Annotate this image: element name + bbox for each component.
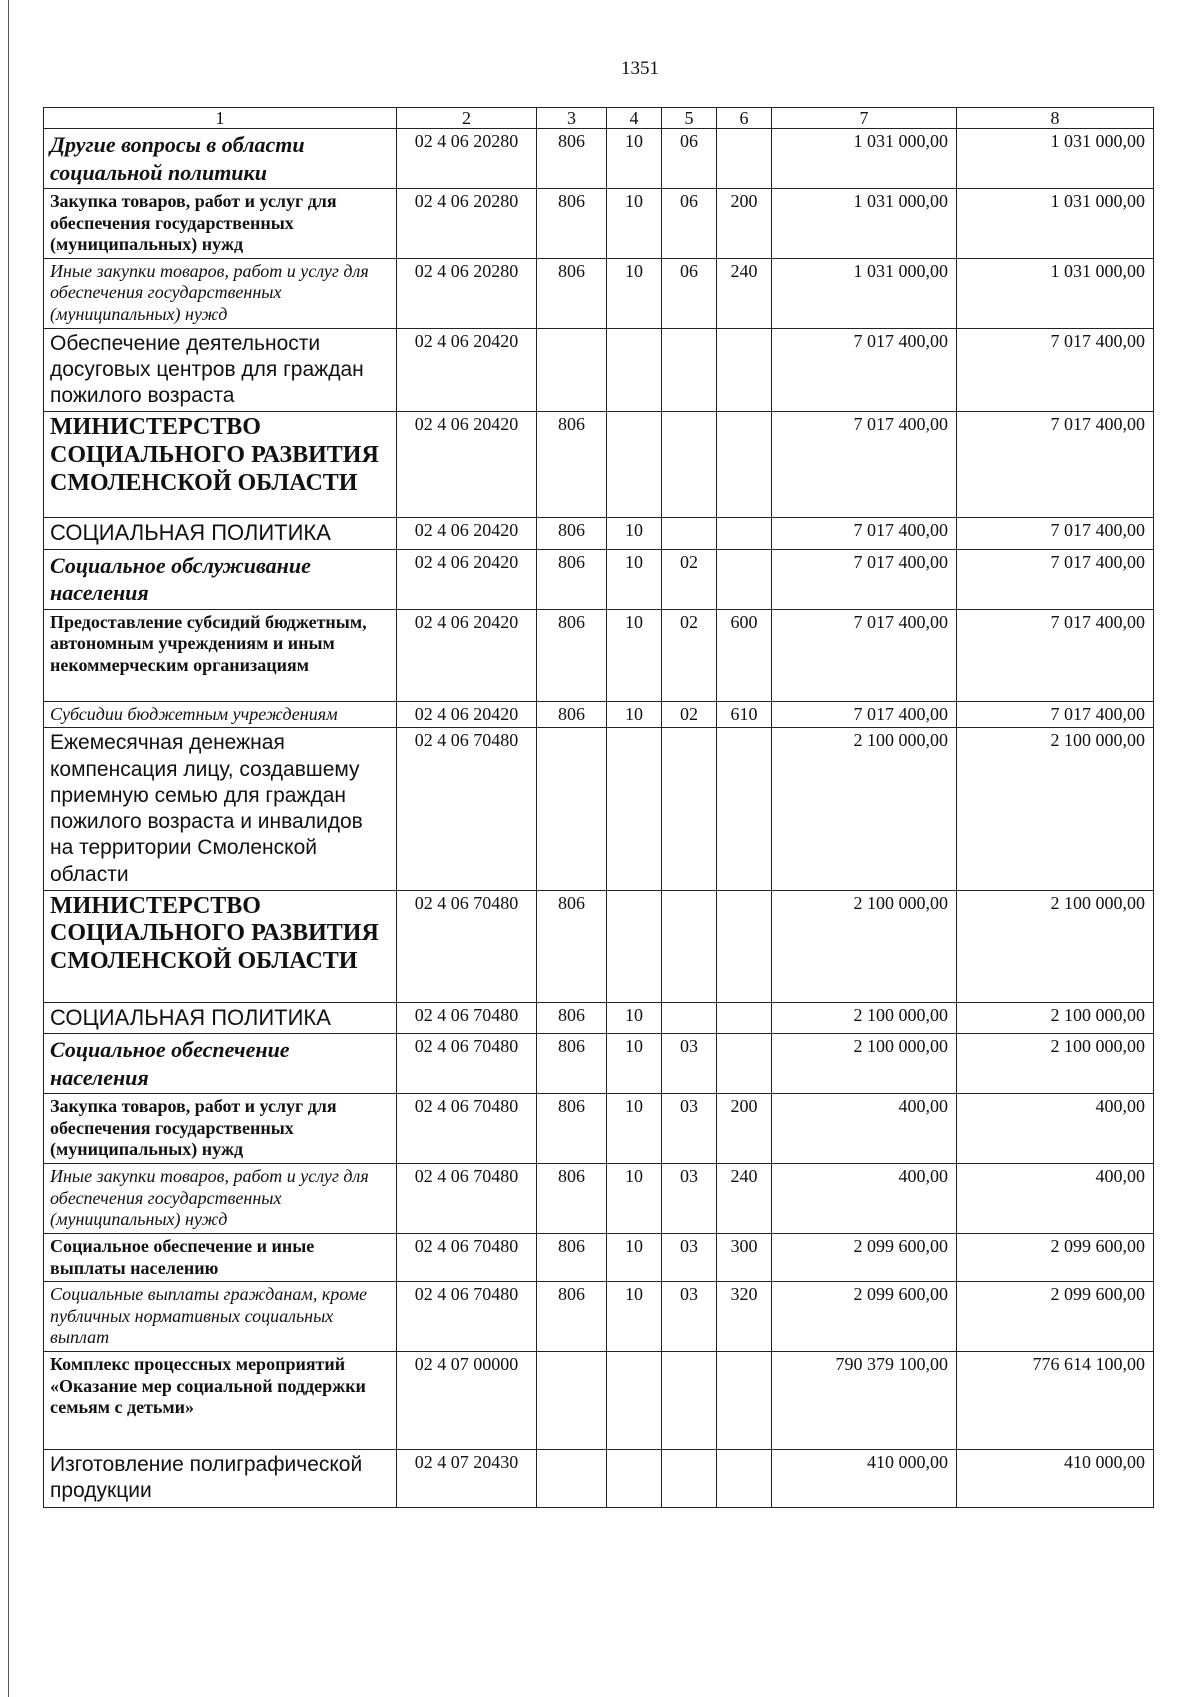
row-amount-year-2: 7 017 400,00	[957, 518, 1154, 549]
row-amount-year-1: 7 017 400,00	[772, 609, 957, 701]
row-name: Обеспечение деятельности досуговых центров для граждан пожилого возраста	[44, 328, 397, 412]
row-amount-year-2: 410 000,00	[957, 1450, 1154, 1508]
row-name: МИНИСТЕРСТВО СОЦИАЛЬНОГО РАЗВИТИЯ СМОЛЕНСКОЙ ОБЛАСТИ	[44, 412, 397, 518]
row-name: Закупка товаров, работ и услуг для обеспечения государственных (муниципальных) нужд	[44, 1094, 397, 1164]
row-name: СОЦИАЛЬНАЯ ПОЛИТИКА	[44, 518, 397, 549]
table-row	[44, 1094, 1154, 1164]
row-section-code: 10	[607, 609, 662, 701]
budget-table	[43, 107, 1154, 1508]
row-target-code: 02 4 07 20430	[397, 1450, 537, 1508]
row-department-code: 806	[537, 189, 607, 259]
row-amount-year-1: 7 017 400,00	[772, 518, 957, 549]
row-target-code: 02 4 06 70480	[397, 1002, 537, 1033]
row-target-code: 02 4 06 20420	[397, 701, 537, 728]
row-amount-year-2: 7 017 400,00	[957, 328, 1154, 412]
row-department-code	[537, 1450, 607, 1508]
row-section-code	[607, 890, 662, 1002]
row-department-code: 806	[537, 1094, 607, 1164]
row-amount-year-1: 2 099 600,00	[772, 1282, 957, 1352]
row-target-code: 02 4 06 70480	[397, 1034, 537, 1094]
row-expense-type-code: 240	[717, 1163, 772, 1233]
table-row	[44, 1450, 1154, 1508]
row-target-code: 02 4 07 00000	[397, 1352, 537, 1450]
row-name: МИНИСТЕРСТВО СОЦИАЛЬНОГО РАЗВИТИЯ СМОЛЕНСКОЙ ОБЛАСТИ	[44, 890, 397, 1002]
row-expense-type-code: 200	[717, 189, 772, 259]
table-row	[44, 890, 1154, 1002]
row-section-code: 10	[607, 518, 662, 549]
row-expense-type-code	[717, 1352, 772, 1450]
table-row	[44, 1002, 1154, 1033]
column-number-row	[44, 108, 1154, 129]
row-target-code: 02 4 06 70480	[397, 1094, 537, 1164]
table-row	[44, 1352, 1154, 1450]
row-amount-year-1: 7 017 400,00	[772, 549, 957, 609]
row-amount-year-2: 7 017 400,00	[957, 701, 1154, 728]
row-subsection-code	[662, 728, 717, 891]
row-name: Закупка товаров, работ и услуг для обеспечения государственных (муниципальных) нужд	[44, 189, 397, 259]
row-amount-year-1: 7 017 400,00	[772, 328, 957, 412]
row-section-code	[607, 728, 662, 891]
page-number: 1351	[621, 58, 659, 79]
row-amount-year-2: 2 100 000,00	[957, 890, 1154, 1002]
row-expense-type-code: 200	[717, 1094, 772, 1164]
table-row	[44, 412, 1154, 518]
row-name: Социальное обеспечение населения	[44, 1034, 397, 1094]
row-amount-year-2: 400,00	[957, 1094, 1154, 1164]
row-amount-year-1: 1 031 000,00	[772, 189, 957, 259]
table-row	[44, 609, 1154, 701]
row-name: Иные закупки товаров, работ и услуг для обеспечения государственных (муниципальных) нужд	[44, 258, 397, 328]
row-subsection-code	[662, 412, 717, 518]
row-target-code: 02 4 06 20420	[397, 549, 537, 609]
row-subsection-code: 03	[662, 1163, 717, 1233]
row-target-code: 02 4 06 20420	[397, 328, 537, 412]
column-number: 6	[717, 108, 772, 129]
row-amount-year-2: 7 017 400,00	[957, 549, 1154, 609]
row-amount-year-1: 1 031 000,00	[772, 258, 957, 328]
row-amount-year-2: 1 031 000,00	[957, 189, 1154, 259]
row-subsection-code	[662, 890, 717, 1002]
row-amount-year-1: 1 031 000,00	[772, 129, 957, 189]
row-name: Субсидии бюджетным учреждениям	[44, 701, 397, 728]
row-subsection-code: 02	[662, 701, 717, 728]
row-section-code: 10	[607, 1233, 662, 1281]
row-amount-year-2: 2 099 600,00	[957, 1282, 1154, 1352]
row-name: Иные закупки товаров, работ и услуг для обеспечения государственных (муниципальных) нужд	[44, 1163, 397, 1233]
table-row	[44, 549, 1154, 609]
page-left-edge-line	[8, 0, 9, 1697]
row-expense-type-code: 600	[717, 609, 772, 701]
row-section-code	[607, 328, 662, 412]
row-department-code: 806	[537, 129, 607, 189]
row-amount-year-2: 776 614 100,00	[957, 1352, 1154, 1450]
row-department-code: 806	[537, 258, 607, 328]
table-row	[44, 1233, 1154, 1281]
row-subsection-code	[662, 518, 717, 549]
row-department-code: 806	[537, 1034, 607, 1094]
row-target-code: 02 4 06 70480	[397, 1233, 537, 1281]
row-amount-year-2: 1 031 000,00	[957, 129, 1154, 189]
row-expense-type-code	[717, 890, 772, 1002]
row-name: Другие вопросы в области социальной политики	[44, 129, 397, 189]
table-row	[44, 518, 1154, 549]
row-section-code: 10	[607, 701, 662, 728]
row-section-code: 10	[607, 1094, 662, 1164]
table-row	[44, 728, 1154, 891]
row-department-code: 806	[537, 1002, 607, 1033]
row-amount-year-2: 2 100 000,00	[957, 1002, 1154, 1033]
row-target-code: 02 4 06 70480	[397, 890, 537, 1002]
row-amount-year-1: 400,00	[772, 1094, 957, 1164]
row-amount-year-1: 7 017 400,00	[772, 412, 957, 518]
table-row	[44, 701, 1154, 728]
row-amount-year-2: 2 099 600,00	[957, 1233, 1154, 1281]
column-number: 3	[537, 108, 607, 129]
row-section-code: 10	[607, 1002, 662, 1033]
row-subsection-code	[662, 1002, 717, 1033]
row-amount-year-1: 2 100 000,00	[772, 890, 957, 1002]
row-section-code: 10	[607, 549, 662, 609]
table-row	[44, 1034, 1154, 1094]
row-amount-year-1: 7 017 400,00	[772, 701, 957, 728]
row-name: Ежемесячная денежная компенсация лицу, создавшему приемную семью для граждан пожилого возраста и инвалидов на территории Смоленской области	[44, 728, 397, 891]
row-amount-year-1: 400,00	[772, 1163, 957, 1233]
table-row	[44, 328, 1154, 412]
row-expense-type-code	[717, 412, 772, 518]
row-amount-year-2: 2 100 000,00	[957, 728, 1154, 891]
row-department-code	[537, 328, 607, 412]
row-department-code: 806	[537, 518, 607, 549]
row-department-code: 806	[537, 890, 607, 1002]
row-subsection-code: 03	[662, 1094, 717, 1164]
row-department-code: 806	[537, 701, 607, 728]
row-name: Социальное обеспечение и иные выплаты населению	[44, 1233, 397, 1281]
row-subsection-code	[662, 328, 717, 412]
row-subsection-code: 06	[662, 189, 717, 259]
row-amount-year-1: 2 099 600,00	[772, 1233, 957, 1281]
row-subsection-code: 03	[662, 1233, 717, 1281]
row-department-code: 806	[537, 412, 607, 518]
row-amount-year-1: 2 100 000,00	[772, 1034, 957, 1094]
row-target-code: 02 4 06 20420	[397, 609, 537, 701]
row-section-code: 10	[607, 1163, 662, 1233]
column-number: 2	[397, 108, 537, 129]
column-number: 7	[772, 108, 957, 129]
row-expense-type-code: 240	[717, 258, 772, 328]
row-section-code: 10	[607, 1282, 662, 1352]
table-row	[44, 129, 1154, 189]
row-department-code: 806	[537, 1233, 607, 1281]
table-row	[44, 258, 1154, 328]
row-name: Социальные выплаты гражданам, кроме публичных нормативных социальных выплат	[44, 1282, 397, 1352]
row-section-code	[607, 1352, 662, 1450]
row-section-code	[607, 1450, 662, 1508]
row-amount-year-2: 7 017 400,00	[957, 412, 1154, 518]
row-name: СОЦИАЛЬНАЯ ПОЛИТИКА	[44, 1002, 397, 1033]
row-section-code: 10	[607, 258, 662, 328]
row-expense-type-code: 610	[717, 701, 772, 728]
row-expense-type-code	[717, 129, 772, 189]
row-expense-type-code	[717, 549, 772, 609]
column-number: 5	[662, 108, 717, 129]
row-expense-type-code: 300	[717, 1233, 772, 1281]
row-target-code: 02 4 06 20280	[397, 129, 537, 189]
budget-table-body	[44, 108, 1154, 1508]
row-amount-year-2: 400,00	[957, 1163, 1154, 1233]
row-subsection-code	[662, 1450, 717, 1508]
row-expense-type-code	[717, 328, 772, 412]
row-subsection-code: 06	[662, 258, 717, 328]
row-section-code	[607, 412, 662, 518]
row-target-code: 02 4 06 20420	[397, 518, 537, 549]
row-section-code: 10	[607, 189, 662, 259]
row-department-code: 806	[537, 549, 607, 609]
row-department-code	[537, 728, 607, 891]
row-subsection-code	[662, 1352, 717, 1450]
row-department-code	[537, 1352, 607, 1450]
row-amount-year-1: 410 000,00	[772, 1450, 957, 1508]
row-amount-year-1: 2 100 000,00	[772, 728, 957, 891]
column-number: 4	[607, 108, 662, 129]
row-name: Социальное обслуживание населения	[44, 549, 397, 609]
table-row	[44, 189, 1154, 259]
column-number: 8	[957, 108, 1154, 129]
table-row	[44, 1163, 1154, 1233]
row-section-code: 10	[607, 1034, 662, 1094]
row-expense-type-code	[717, 1002, 772, 1033]
row-target-code: 02 4 06 20280	[397, 258, 537, 328]
row-expense-type-code	[717, 1034, 772, 1094]
row-expense-type-code	[717, 518, 772, 549]
row-amount-year-2: 1 031 000,00	[957, 258, 1154, 328]
row-name: Комплекс процессных мероприятий «Оказание мер социальной поддержки семьям с детьми»	[44, 1352, 397, 1450]
row-name: Изготовление полиграфической продукции	[44, 1450, 397, 1508]
row-amount-year-2: 7 017 400,00	[957, 609, 1154, 701]
row-subsection-code: 03	[662, 1282, 717, 1352]
row-amount-year-2: 2 100 000,00	[957, 1034, 1154, 1094]
row-expense-type-code	[717, 1450, 772, 1508]
row-department-code: 806	[537, 609, 607, 701]
row-name: Предоставление субсидий бюджетным, автономным учреждениям и иным некоммерческим организациям	[44, 609, 397, 701]
row-subsection-code: 02	[662, 609, 717, 701]
table-row	[44, 1282, 1154, 1352]
row-section-code: 10	[607, 129, 662, 189]
row-expense-type-code: 320	[717, 1282, 772, 1352]
row-subsection-code: 02	[662, 549, 717, 609]
row-target-code: 02 4 06 70480	[397, 1163, 537, 1233]
row-department-code: 806	[537, 1282, 607, 1352]
row-target-code: 02 4 06 20280	[397, 189, 537, 259]
row-target-code: 02 4 06 20420	[397, 412, 537, 518]
column-number: 1	[44, 108, 397, 129]
row-expense-type-code	[717, 728, 772, 891]
row-target-code: 02 4 06 70480	[397, 1282, 537, 1352]
row-subsection-code: 06	[662, 129, 717, 189]
row-department-code: 806	[537, 1163, 607, 1233]
row-subsection-code: 03	[662, 1034, 717, 1094]
row-amount-year-1: 790 379 100,00	[772, 1352, 957, 1450]
row-amount-year-1: 2 100 000,00	[772, 1002, 957, 1033]
row-target-code: 02 4 06 70480	[397, 728, 537, 891]
